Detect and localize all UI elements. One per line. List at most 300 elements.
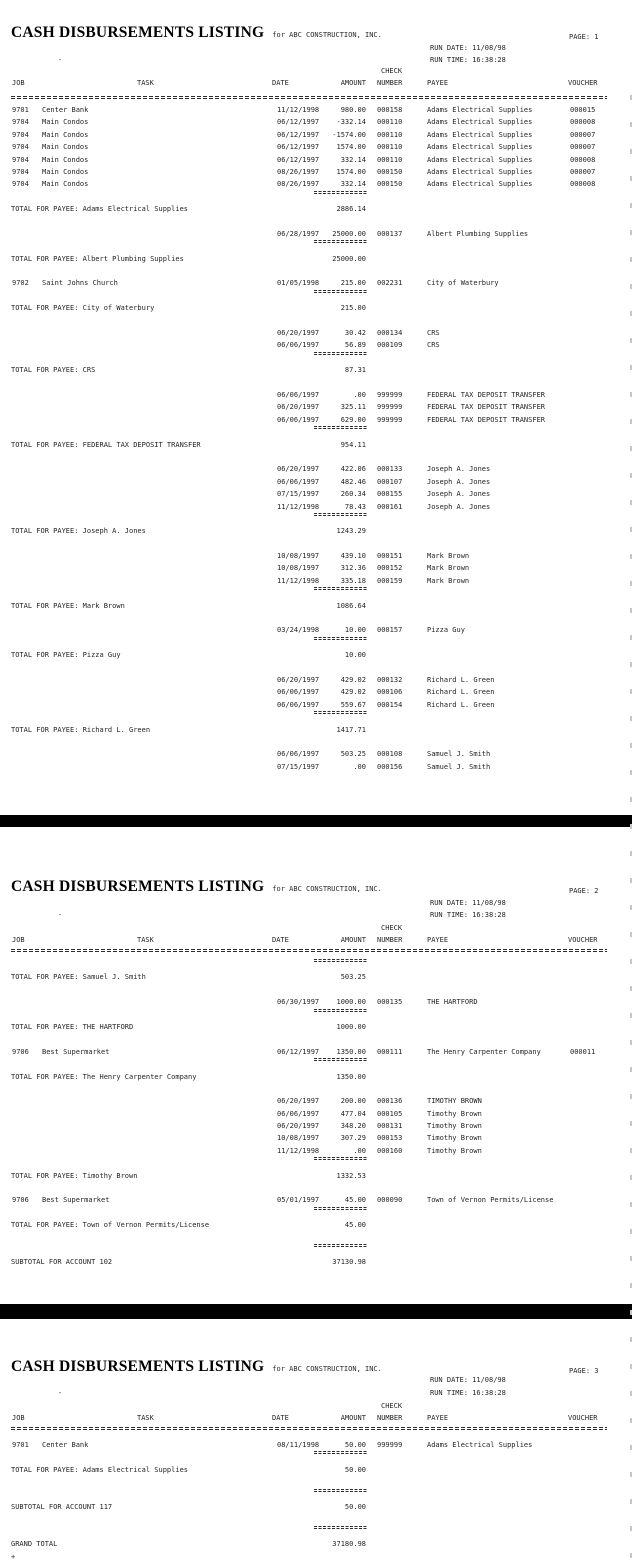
column-header-amount: AMOUNT [340,79,366,87]
blank-row [0,315,632,327]
task-cell: Main Condos [42,118,89,127]
scan-mark-dash: - [58,56,63,64]
total-row [0,1501,632,1513]
date-cell: 06/06/1997 [277,390,320,399]
amount-rule [314,426,367,429]
total-row [0,1071,632,1083]
total-row [0,971,632,983]
total-label: TOTAL FOR PAYEE: Samuel J. Smith [11,973,146,982]
entry-row [0,686,632,698]
report-header [11,879,382,895]
amount-rule-row [0,1244,632,1256]
total-amount: 37180.98 [332,1540,366,1549]
entry-row [0,748,632,760]
column-header-task: TASK [137,1414,154,1422]
entry-row [0,277,632,289]
report-title: CASH DISBURSEMENTS LISTING [11,878,265,895]
amount-cell: .00 [353,1146,366,1155]
check-number-cell: 000151 [377,552,403,561]
amount-cell: 56.89 [344,341,366,350]
total-row [0,600,632,612]
blank-row [0,1232,632,1244]
date-cell: 06/20/1997 [277,1122,320,1131]
check-number-cell: 000107 [377,477,403,486]
scan-mark-dash: - [58,911,63,919]
page-number: PAGE: 1 [569,33,599,41]
report-subtitle: for ABC CONSTRUCTION, INC. [272,1365,382,1373]
amount-cell: 1350.00 [336,1047,366,1056]
date-cell: 05/01/1997 [277,1196,320,1205]
job-cell: 9704 [12,118,29,127]
check-number-cell: 000137 [377,229,403,238]
total-amount: 1000.00 [336,1022,366,1031]
amount-rule-row [0,240,632,252]
page-separator-bar [0,1304,632,1319]
total-amount: 50.00 [344,1502,366,1511]
column-header-voucher: VOUCHER [568,936,598,944]
voucher-cell: 000011 [570,1047,596,1056]
amount-rule-row [0,959,632,971]
job-cell: 9704 [12,143,29,152]
payee-cell: Mark Brown [427,564,470,573]
column-header-voucher: VOUCHER [568,1414,598,1422]
total-amount: 1417.71 [336,725,366,734]
date-cell: 06/12/1997 [277,1047,320,1056]
entry-row [0,624,632,636]
entry-row [0,463,632,475]
date-cell: 07/15/1997 [277,490,320,499]
total-amount: 1243.29 [336,527,366,536]
page-separator-bar [0,815,632,827]
task-cell: Best Supermarket [42,1196,110,1205]
entry-row [0,674,632,686]
date-cell: 06/30/1997 [277,998,320,1007]
date-cell: 06/06/1997 [277,750,320,759]
entry-row [0,414,632,426]
entry-row [0,104,632,116]
total-amount: 50.00 [344,1465,366,1474]
footer-mark-row [0,1551,632,1563]
page-body [0,959,632,1269]
amount-rule-row [0,426,632,438]
payee-cell: Timothy Brown [427,1146,482,1155]
amount-rule [314,352,367,355]
check-number-cell: 000135 [377,998,403,1007]
payee-cell: Adams Electrical Supplies [427,106,533,114]
total-label: TOTAL FOR PAYEE: Albert Plumbing Supplies [11,254,184,263]
header-rule [11,949,607,952]
blank-row [0,736,632,748]
entry-row [0,1145,632,1157]
check-number-cell: 000131 [377,1122,403,1131]
total-amount: 25000.00 [332,254,366,263]
amount-cell: 477.04 [340,1109,366,1118]
total-amount: 37130.98 [332,1258,366,1267]
column-header-job: JOB [12,936,25,944]
date-cell: 06/20/1997 [277,329,320,338]
job-cell: 9704 [12,180,29,189]
check-number-cell: 000154 [377,700,403,709]
payee-cell: CRS [427,341,440,350]
payee-cell: Timothy Brown [427,1122,482,1131]
run-date: RUN DATE: 11/08/98 [430,1376,506,1384]
amount-rule [314,587,367,590]
entry-row [0,488,632,500]
total-row [0,649,632,661]
entry-row [0,178,632,190]
header-rule [11,1427,607,1430]
amount-rule-row [0,1489,632,1501]
entry-row [0,116,632,128]
run-time: RUN TIME: 16:38:28 [430,56,506,64]
amount-cell: 503.25 [340,750,366,759]
total-label: TOTAL FOR PAYEE: Town of Vernon Permits/License [11,1221,210,1230]
amount-rule [314,1207,367,1210]
payee-cell: Joseph A. Jones [427,465,491,474]
entry-row [0,154,632,166]
entry-row [0,1194,632,1206]
check-number-cell: 999999 [377,390,403,399]
payee-cell: Timothy Brown [427,1109,482,1118]
amount-rule [314,1157,367,1160]
entry-row [0,550,632,562]
payee-cell: Joseph A. Jones [427,477,491,486]
date-cell: 06/12/1997 [277,118,320,127]
total-row [0,1170,632,1182]
check-number-cell: 000160 [377,1146,403,1155]
entry-row [0,1132,632,1144]
entry-row [0,562,632,574]
payee-cell: City of Waterbury [427,279,499,288]
date-cell: 06/06/1997 [277,688,320,697]
task-cell: Main Condos [42,143,89,152]
page-body [0,1439,632,1563]
total-row [0,203,632,215]
column-header-task: TASK [137,79,154,87]
column-header-date: DATE [272,1414,289,1422]
check-number-cell: 000159 [377,576,403,585]
entry-row [0,1120,632,1132]
job-cell: 9704 [12,130,29,139]
job-cell: 9706 [12,1196,29,1205]
entry-row [0,389,632,401]
payee-cell: FEDERAL TAX DEPOSIT TRANSFER [427,415,546,424]
total-label: TOTAL FOR PAYEE: City of Waterbury [11,304,155,313]
report-header [11,1359,382,1375]
amount-rule [314,240,367,243]
voucher-cell: 000008 [570,118,596,127]
entry-row [0,327,632,339]
check-number-cell: 000110 [377,118,403,127]
blank-row [0,612,632,624]
column-header-amount: AMOUNT [340,936,366,944]
amount-rule-row [0,352,632,364]
amount-cell: 1574.00 [336,167,366,176]
payee-cell: Albert Plumbing Supplies [427,229,529,238]
amount-cell: 45.00 [344,1196,366,1205]
payee-cell: FEDERAL TAX DEPOSIT TRANSFER [427,403,546,412]
check-number-cell: 000109 [377,341,403,350]
total-row [0,724,632,736]
report-header [11,25,382,41]
amount-cell: 439.10 [340,552,366,561]
date-cell: 06/12/1997 [277,155,320,164]
amount-cell: 260.34 [340,490,366,499]
total-row [0,439,632,451]
amount-cell: 335.18 [340,576,366,585]
amount-rule [314,959,367,962]
total-label: TOTAL FOR PAYEE: Joseph A. Jones [11,527,146,536]
check-number-cell: 000133 [377,465,403,474]
entry-row [0,1108,632,1120]
date-cell: 10/08/1997 [277,564,320,573]
check-number-cell: 000110 [377,143,403,152]
check-number-cell: 000134 [377,329,403,338]
column-header-payee: PAYEE [427,936,449,944]
amount-rule [314,290,367,293]
column-header-number: NUMBER [377,79,403,87]
check-number-cell: 000108 [377,750,403,759]
date-cell: 06/28/1997 [277,229,320,238]
amount-rule [314,1489,367,1492]
entry-row [0,501,632,513]
date-cell: 11/12/1998 [277,1146,320,1155]
entry-row [0,1095,632,1107]
amount-cell: 348.20 [340,1122,366,1131]
entry-row [0,339,632,351]
amount-cell: 50.00 [344,1441,366,1449]
column-header-date: DATE [272,79,289,87]
payee-cell: FEDERAL TAX DEPOSIT TRANSFER [427,390,546,399]
total-label: GRAND TOTAL [11,1540,58,1549]
task-cell: Main Condos [42,167,89,176]
amount-cell: 1574.00 [336,143,366,152]
total-row [0,253,632,265]
check-number-cell: 000105 [377,1109,403,1118]
amount-cell: 1000.00 [336,998,366,1007]
column-headers [0,936,632,946]
blank-row [0,216,632,228]
payee-cell: Samuel J. Smith [427,762,491,771]
date-cell: 01/05/1998 [277,279,320,288]
amount-cell: -332.14 [336,118,366,127]
amount-cell: 30.42 [344,329,366,338]
job-cell: 9702 [12,279,29,288]
job-cell: 9706 [12,1047,29,1056]
date-cell: 07/15/1997 [277,762,320,771]
total-row [0,525,632,537]
amount-cell: 429.02 [340,688,366,697]
column-header-check: CHECK [381,924,403,932]
amount-cell: 332.14 [340,180,366,189]
payee-cell: Mark Brown [427,552,470,561]
amount-cell: 629.00 [340,415,366,424]
column-headers [0,79,632,89]
total-label: TOTAL FOR PAYEE: Mark Brown [11,601,125,610]
total-label: TOTAL FOR PAYEE: The Henry Carpenter Company [11,1072,197,1081]
check-number-cell: 000153 [377,1134,403,1143]
total-amount: 10.00 [344,651,366,660]
payee-cell: Adams Electrical Supplies [427,130,533,139]
total-row [0,1256,632,1268]
total-amount: 1350.00 [336,1072,366,1081]
payee-cell: CRS [427,329,440,338]
amount-cell: 422.06 [340,465,366,474]
total-label: SUBTOTAL FOR ACCOUNT 102 [11,1258,113,1267]
amount-cell: 559.67 [340,700,366,709]
column-header-number: NUMBER [377,1414,403,1422]
voucher-cell: 000015 [570,106,596,114]
check-number-cell: 000090 [377,1196,403,1205]
total-label: SUBTOTAL FOR ACCOUNT 117 [11,1502,113,1511]
page-number: PAGE: 2 [569,887,599,895]
scan-mark-dash: - [58,1389,63,1397]
blank-row [0,377,632,389]
date-cell: 06/20/1997 [277,675,320,684]
total-amount: 503.25 [340,973,366,982]
amount-rule-row [0,711,632,723]
payee-cell: TIMOTHY BROWN [427,1097,482,1106]
check-number-cell: 999999 [377,403,403,412]
column-header-payee: PAYEE [427,1414,449,1422]
check-number-cell: 000157 [377,626,403,635]
entry-row [0,129,632,141]
entry-row [0,1046,632,1058]
column-headers [0,1414,632,1424]
payee-cell: Adams Electrical Supplies [427,167,533,176]
total-label: TOTAL FOR PAYEE: Timothy Brown [11,1171,138,1180]
blank-row [0,1513,632,1525]
payee-cell: Adams Electrical Supplies [427,118,533,127]
check-number-cell: 000132 [377,675,403,684]
amount-cell: 78.43 [344,502,366,511]
amount-cell: .00 [353,390,366,399]
check-number-cell: 000155 [377,490,403,499]
total-label: TOTAL FOR PAYEE: Adams Electrical Supplies [11,205,189,214]
blank-row [0,538,632,550]
task-cell: Center Bank [42,1441,89,1449]
date-cell: 10/08/1997 [277,1134,320,1143]
check-number-cell: 000110 [377,155,403,164]
header-rule [11,96,607,99]
date-cell: 10/08/1997 [277,552,320,561]
amount-rule [314,637,367,640]
column-header-task: TASK [137,936,154,944]
footer-mark: + [11,1552,16,1561]
date-cell: 06/20/1997 [277,465,320,474]
run-time: RUN TIME: 16:38:28 [430,1389,506,1397]
check-number-cell: 999999 [377,415,403,424]
check-number-cell: 000111 [377,1047,403,1056]
entry-row [0,141,632,153]
date-cell: 03/24/1998 [277,626,320,635]
check-number-cell: 002231 [377,279,403,288]
date-cell: 06/06/1997 [277,700,320,709]
amount-rule [314,1526,367,1529]
amount-cell: 25000.00 [332,229,366,238]
payee-cell: The Henry Carpenter Company [427,1047,541,1056]
payee-cell: Richard L. Green [427,700,495,709]
payee-cell: Timothy Brown [427,1134,482,1143]
entry-row [0,699,632,711]
payee-cell: Joseph A. Jones [427,502,491,511]
total-label: TOTAL FOR PAYEE: THE HARTFORD [11,1022,134,1031]
blank-row [0,984,632,996]
amount-rule-row [0,1009,632,1021]
entry-row [0,1439,632,1451]
total-label: TOTAL FOR PAYEE: CRS [11,366,96,375]
total-label: TOTAL FOR PAYEE: Richard L. Green [11,725,151,734]
run-date: RUN DATE: 11/08/98 [430,899,506,907]
total-amount: 45.00 [344,1221,366,1230]
total-amount: 954.11 [340,440,366,449]
entry-row [0,166,632,178]
check-number-cell: 000150 [377,180,403,189]
column-header-date: DATE [272,936,289,944]
column-header-voucher: VOUCHER [568,79,598,87]
job-cell: 9704 [12,167,29,176]
amount-cell: 429.02 [340,675,366,684]
run-date: RUN DATE: 11/08/98 [430,44,506,52]
report-page-2 [0,827,632,1304]
blank-row [0,662,632,674]
payee-cell: Town of Vernon Permits/License [427,1196,554,1205]
column-header-amount: AMOUNT [340,1414,366,1422]
entry-row [0,476,632,488]
amount-rule-row [0,1058,632,1070]
amount-rule-row [0,587,632,599]
amount-rule-row [0,1207,632,1219]
date-cell: 08/26/1997 [277,180,320,189]
voucher-cell: 000007 [570,130,596,139]
date-cell: 06/06/1997 [277,477,320,486]
column-header-check: CHECK [381,67,403,75]
job-cell: 9701 [12,1441,29,1449]
column-header-payee: PAYEE [427,79,449,87]
total-amount: 1332.53 [336,1171,366,1180]
total-row [0,364,632,376]
payee-cell: Adams Electrical Supplies [427,143,533,152]
task-cell: Main Condos [42,130,89,139]
date-cell: 06/06/1997 [277,341,320,350]
check-number-cell: 000156 [377,762,403,771]
total-amount: 215.00 [340,304,366,313]
payee-cell: Joseph A. Jones [427,490,491,499]
blank-row [0,1182,632,1194]
report-title: CASH DISBURSEMENTS LISTING [11,24,265,41]
payee-cell: Adams Electrical Supplies [427,155,533,164]
date-cell: 11/12/1998 [277,502,320,511]
column-header-check: CHECK [381,1402,403,1410]
job-cell: 9704 [12,155,29,164]
report-subtitle: for ABC CONSTRUCTION, INC. [272,31,382,39]
task-cell: Main Condos [42,155,89,164]
date-cell: 06/20/1997 [277,1097,320,1106]
amount-cell: 980.00 [340,106,366,114]
check-number-cell: 000150 [377,167,403,176]
page-number: PAGE: 3 [569,1367,599,1375]
amount-rule [314,1451,367,1454]
date-cell: 11/12/1998 [277,576,320,585]
report-title: CASH DISBURSEMENTS LISTING [11,1358,265,1375]
amount-cell: 482.46 [340,477,366,486]
blank-row [0,1033,632,1045]
page-body [0,104,632,773]
entry-row [0,228,632,240]
check-number-cell: 999999 [377,1441,403,1449]
date-cell: 08/26/1997 [277,167,320,176]
task-cell: Best Supermarket [42,1047,110,1056]
